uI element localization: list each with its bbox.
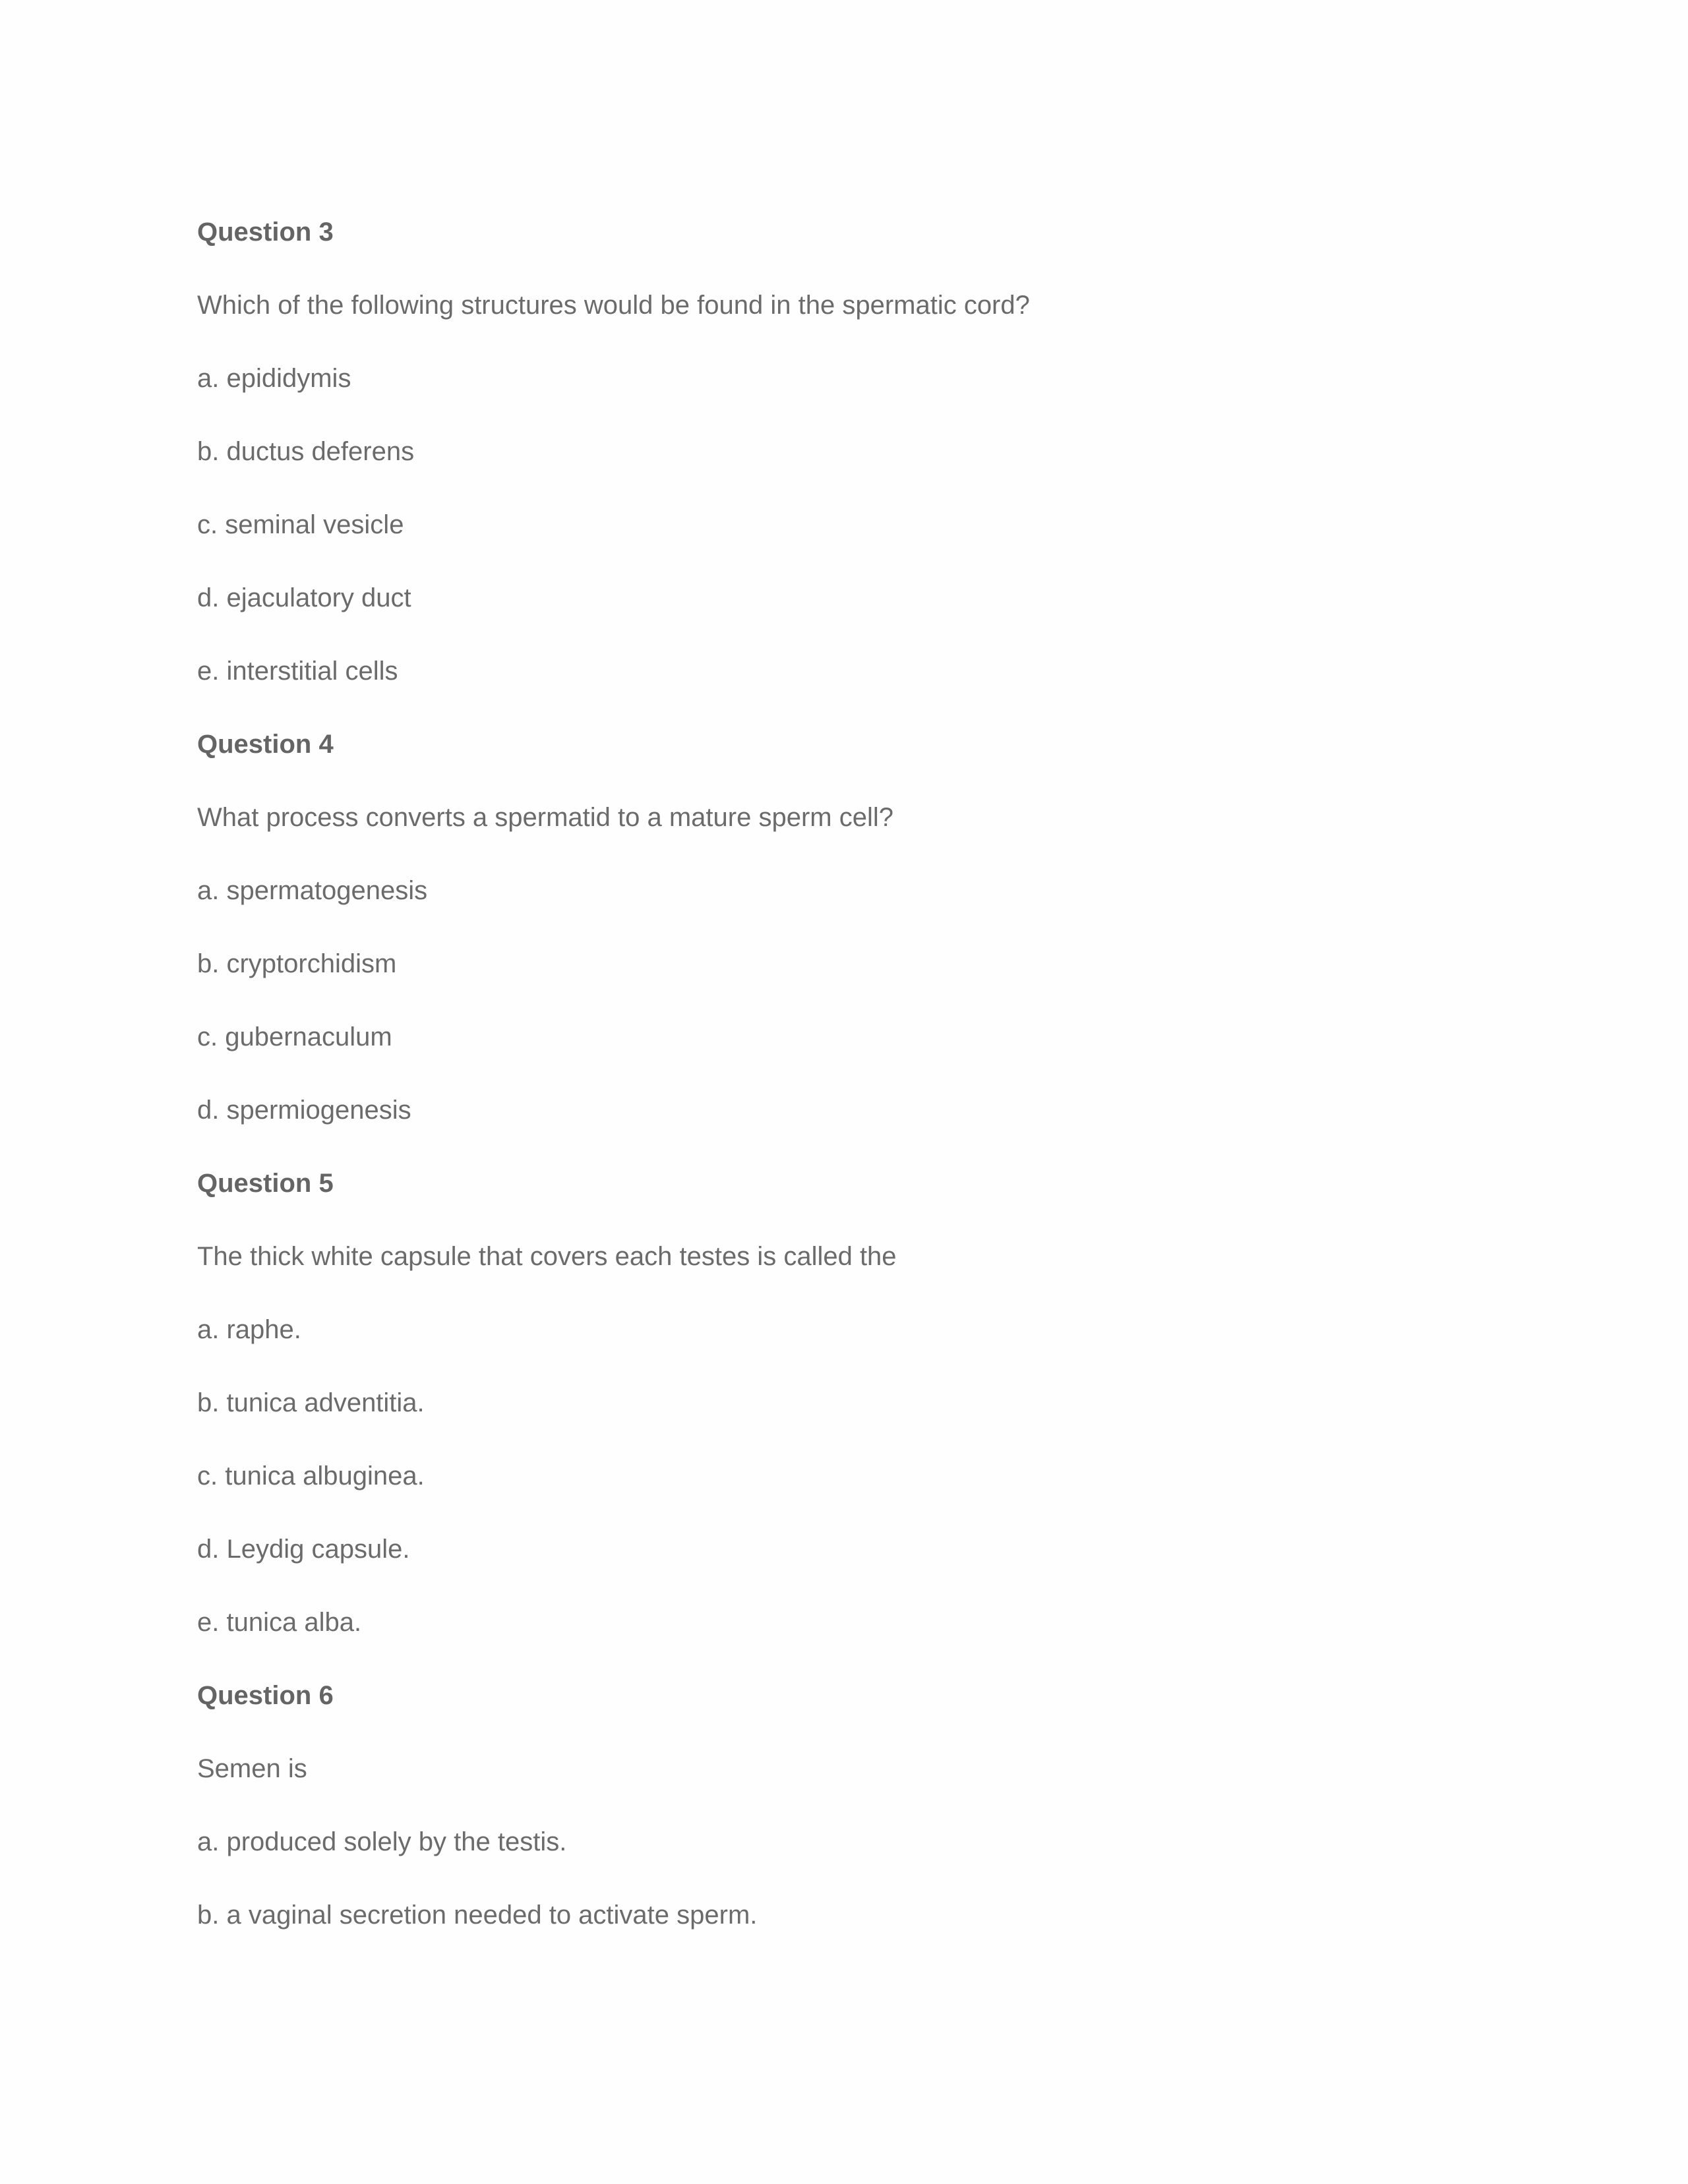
answer-option: c. seminal vesicle (197, 510, 404, 539)
question-prompt: Semen is (197, 1754, 307, 1783)
question-prompt: The thick white capsule that covers each testes is called the (197, 1242, 897, 1271)
answer-option: a. raphe. (197, 1315, 301, 1344)
question-heading: Question 6 (197, 1681, 334, 1710)
answer-option: d. ejaculatory duct (197, 583, 411, 612)
answer-option: a. spermatogenesis (197, 876, 428, 905)
answer-option: d. Leydig capsule. (197, 1535, 410, 1564)
answer-option: b. a vaginal secretion needed to activate sperm. (197, 1901, 758, 1930)
question-heading: Question 5 (197, 1169, 334, 1198)
answer-option: a. produced solely by the testis. (197, 1827, 567, 1856)
answer-option: b. cryptorchidism (197, 949, 397, 978)
answer-option: b. tunica adventitia. (197, 1388, 425, 1417)
answer-option: c. tunica albuginea. (197, 1461, 425, 1490)
question-heading: Question 3 (197, 218, 334, 247)
answer-option: d. spermiogenesis (197, 1096, 411, 1125)
answer-option: a. epididymis (197, 364, 351, 393)
answer-option: e. interstitial cells (197, 657, 398, 686)
answer-option: e. tunica alba. (197, 1608, 362, 1637)
question-prompt: What process converts a spermatid to a mature sperm cell? (197, 803, 893, 832)
question-prompt: Which of the following structures would be found in the spermatic cord? (197, 291, 1030, 320)
answer-option: b. ductus deferens (197, 437, 415, 466)
question-heading: Question 4 (197, 730, 334, 759)
answer-option: c. gubernaculum (197, 1022, 392, 1051)
